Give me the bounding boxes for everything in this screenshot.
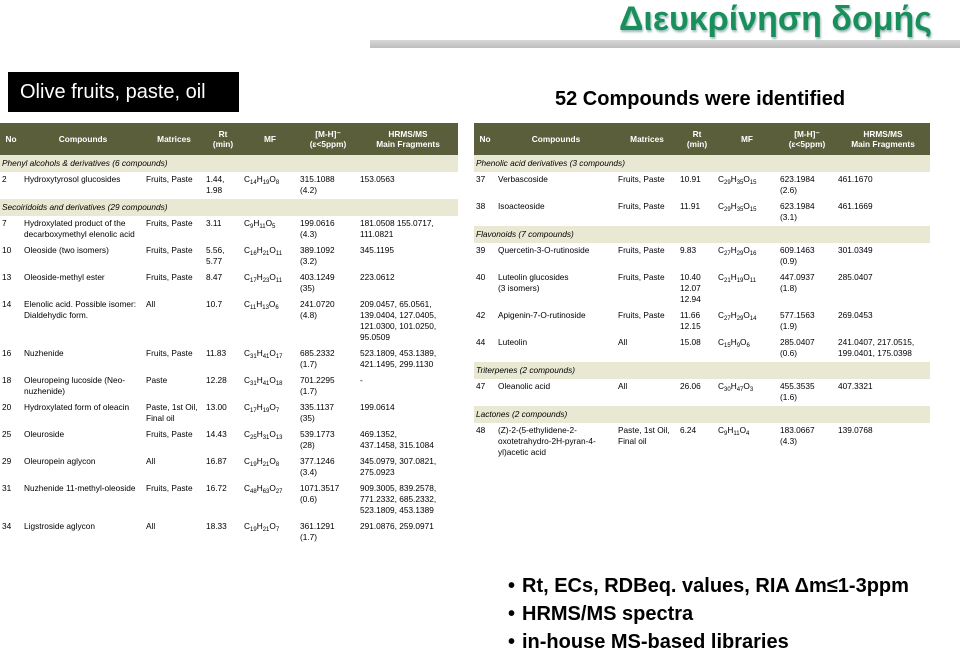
cell-matrices: Fruits, Paste: [618, 245, 665, 255]
table-row: [0, 519, 458, 546]
cell-matrices: Fruits, Paste: [146, 174, 193, 184]
cell-mh: 241.0720 (4.8): [300, 299, 335, 320]
table-row: [474, 243, 930, 270]
cell-rt: 10.91: [680, 174, 701, 184]
table-row: [0, 216, 458, 243]
cell-frag: 139.0768: [838, 425, 873, 435]
column-header-mf: MF: [242, 123, 298, 155]
cell-rt: 10.40 12.07 12.94: [680, 272, 701, 304]
cell-no: 18: [2, 375, 12, 385]
cell-compound: Luteolin: [498, 337, 528, 347]
cell-frag: 209.0457, 65.0561, 139.0404, 127.0405, 121.0300, 101.0250, 95.0509: [360, 299, 437, 342]
table-group-row: [474, 406, 930, 423]
table-row: [0, 427, 458, 454]
table-group-row: [474, 155, 930, 172]
table-row: [0, 481, 458, 519]
cell-no: 16: [2, 348, 12, 358]
column-header-matrices: Matrices: [616, 123, 678, 155]
compounds-headline: 52 Compounds were identified: [555, 88, 846, 110]
cell-frag: 199.0614: [360, 402, 395, 412]
cell-frag: 461.1669: [838, 201, 873, 211]
cell-compound: Oleuroside: [24, 429, 65, 439]
table-group-row: [0, 199, 458, 216]
column-header-mh: [M-H]⁻ (ε<5ppm): [778, 123, 836, 155]
cell-mh: 455.3535 (1.6): [780, 381, 815, 402]
table-row: [0, 297, 458, 346]
cell-mh: 389.1092 (3.2): [300, 245, 335, 266]
table-row: [474, 199, 930, 226]
cell-no: 37: [476, 174, 486, 184]
table-row: [474, 308, 930, 335]
table-group-row: [0, 155, 458, 172]
cell-mf: $C_{27}H_{29}O_{16}$: [718, 245, 757, 257]
cell-mh: 701.2295 (1.7): [300, 375, 335, 396]
cell-matrices: Fruits, Paste: [146, 245, 193, 255]
group-label: Phenyl alcohols & derivatives (6 compounds): [0, 155, 458, 172]
cell-rt: 18.33: [206, 521, 227, 531]
column-header-rt: Rt (min): [678, 123, 716, 155]
cell-rt: 11.66 12.15: [680, 310, 701, 331]
cell-matrices: Paste, 1st Oil, Final oil: [618, 425, 670, 446]
cell-no: 44: [476, 337, 486, 347]
table-row: [0, 454, 458, 481]
cell-compound: Verbascoside: [498, 174, 548, 184]
cell-mh: 623.1984 (3.1): [780, 201, 815, 222]
cell-mh: 623.1984 (2.6): [780, 174, 815, 195]
cell-mf: $C_{31}H_{41}O_{18}$: [244, 375, 283, 387]
group-label: Secoiridoids and derivatives (29 compounds): [0, 199, 458, 216]
column-header-compounds: Compounds: [22, 123, 144, 155]
cell-no: 39: [476, 245, 486, 255]
cell-mf: $C_{14}H_{19}O_8$: [244, 174, 280, 186]
cell-rt: 10.7: [206, 299, 223, 309]
table-header-row: [0, 123, 458, 155]
cell-mh: 361.1291 (1.7): [300, 521, 335, 542]
cell-no: 10: [2, 245, 12, 255]
table-group-row: [474, 226, 930, 243]
cell-matrices: Paste: [146, 375, 168, 385]
cell-no: 25: [2, 429, 12, 439]
table-header-row: [474, 123, 930, 155]
cell-frag: 301.0349: [838, 245, 873, 255]
cell-no: 34: [2, 521, 12, 531]
cell-mf: $C_{17}H_{23}O_{11}$: [244, 272, 283, 284]
cell-rt: 6.24: [680, 425, 697, 435]
group-label: Triterpenes (2 compounds): [474, 362, 930, 379]
column-header-no: No: [474, 123, 496, 155]
cell-rt: 16.87: [206, 456, 227, 466]
cell-rt: 15.08: [680, 337, 701, 347]
cell-frag: 181.0508 155.0717, 111.0821: [360, 218, 434, 239]
column-header-matrices: Matrices: [144, 123, 204, 155]
cell-matrices: Fruits, Paste: [618, 272, 665, 282]
cell-frag: 223.0612: [360, 272, 395, 282]
column-header-frag: HRMS/MS Main Fragments: [358, 123, 458, 155]
table-group-row: [474, 362, 930, 379]
cell-no: 13: [2, 272, 12, 282]
cell-compound: Hydroxylated product of the decarboxymethyl elenolic acid: [24, 218, 135, 239]
cell-compound: Oleuropeing lucoside (Neo-nuzhenide): [24, 375, 126, 396]
cell-mh: 377.1246 (3.4): [300, 456, 335, 477]
cell-frag: 269.0453: [838, 310, 873, 320]
column-header-no: No: [0, 123, 22, 155]
cell-matrices: Paste, 1st Oil, Final oil: [146, 402, 198, 423]
cell-mh: 447.0937 (1.8): [780, 272, 815, 293]
group-label: Phenolic acid derivatives (3 compounds): [474, 155, 930, 172]
cell-mf: $C_{21}H_{19}O_{11}$: [718, 272, 757, 284]
table-row: [474, 270, 930, 308]
cell-matrices: Fruits, Paste: [146, 218, 193, 228]
cell-matrices: Fruits, Paste: [146, 348, 193, 358]
cell-compound: Oleoside (two isomers): [24, 245, 109, 255]
cell-mh: 577.1563 (1.9): [780, 310, 815, 331]
cell-mf: $C_9H_{11}O_5$: [244, 218, 276, 230]
cell-mf: $C_{29}H_{35}O_{15}$: [718, 174, 757, 186]
cell-no: 14: [2, 299, 12, 309]
cell-compound: Hydroxylated form of oleacin: [24, 402, 130, 412]
column-header-frag: HRMS/MS Main Fragments: [836, 123, 930, 155]
cell-mf: $C_{17}H_{19}O_7$: [244, 402, 280, 414]
cell-frag: 345.1195: [360, 245, 394, 255]
source-label: Olive fruits, paste, oil: [8, 72, 239, 112]
cell-frag: 241.0407, 217.0515, 199.0401, 175.0398: [838, 337, 915, 358]
cell-frag: 523.1809, 453.1389, 421.1495, 299.1130: [360, 348, 437, 369]
cell-mf: $C_{31}H_{41}O_{17}$: [244, 348, 283, 360]
slide-title: Διευκρίνηση δομής: [618, 0, 932, 38]
cell-mf: $C_{27}H_{29}O_{14}$: [718, 310, 757, 322]
cell-matrices: All: [618, 337, 628, 347]
title-underline: [370, 40, 960, 48]
group-label: Lactones (2 compounds): [474, 406, 930, 423]
bullet-item: • HRMS/MS spectra: [508, 600, 909, 628]
table-row: [0, 270, 458, 297]
table-row: [0, 373, 458, 400]
cell-no: 38: [476, 201, 486, 211]
column-header-rt: Rt (min): [204, 123, 242, 155]
bullet-item: • in-house MS-based libraries: [508, 628, 909, 656]
cell-rt: 14.43: [206, 429, 227, 439]
cell-no: 47: [476, 381, 486, 391]
cell-compound: Quercetin-3-O-rutinoside: [498, 245, 590, 255]
cell-matrices: Fruits, Paste: [618, 310, 665, 320]
cell-rt: 13.00: [206, 402, 227, 412]
table-row: [474, 379, 930, 406]
cell-no: 42: [476, 310, 486, 320]
compound-table-left: [0, 123, 458, 546]
cell-frag: 285.0407: [838, 272, 873, 282]
cell-mh: 539.1773 (28): [300, 429, 335, 450]
cell-mh: 183.0667 (4.3): [780, 425, 815, 446]
cell-matrices: All: [618, 381, 628, 391]
cell-mh: 609.1463 (0.9): [780, 245, 815, 266]
cell-compound: Isoacteoside: [498, 201, 545, 211]
cell-compound: Hydroxytyrosol glucosides: [24, 174, 121, 184]
cell-rt: 26.06: [680, 381, 701, 391]
cell-mf: $C_{19}H_{21}O_8$: [244, 456, 280, 468]
table-row: [0, 243, 458, 270]
cell-matrices: Fruits, Paste: [618, 174, 665, 184]
cell-rt: 16.72: [206, 483, 227, 493]
cell-frag: 153.0563: [360, 174, 395, 184]
cell-matrices: Fruits, Paste: [618, 201, 665, 211]
cell-no: 2: [2, 174, 7, 184]
cell-rt: 5.56, 5.77: [206, 245, 225, 266]
cell-compound: Elenolic acid. Possible isomer: Dialdehydic form.: [24, 299, 137, 320]
cell-mf: $C_{15}H_9O_6$: [718, 337, 750, 349]
column-header-mh: [M-H]⁻ (ε<5ppm): [298, 123, 358, 155]
table-row: [474, 423, 930, 461]
cell-no: 48: [476, 425, 486, 435]
column-header-compounds: Compounds: [496, 123, 616, 155]
bullet-item: • Rt, ECs, RDBeq. values, RIA Δm≤1-3ppm: [508, 572, 909, 600]
cell-mh: 403.1249 (35): [300, 272, 335, 293]
cell-frag: 291.0876, 259.0971: [360, 521, 434, 531]
cell-compound: Ligstroside aglycon: [24, 521, 96, 531]
cell-mh: 685.2332 (1.7): [300, 348, 335, 369]
cell-frag: 909.3005, 839.2578, 771.2332, 685.2332, 523.1809, 453.1389: [360, 483, 437, 515]
cell-compound: Oleuropein aglycon: [24, 456, 96, 466]
cell-matrices: Fruits, Paste: [146, 429, 193, 439]
cell-mf: $C_{30}H_{47}O_3$: [718, 381, 754, 393]
cell-no: 7: [2, 218, 7, 228]
cell-rt: 11.91: [680, 201, 701, 211]
cell-rt: 1.44, 1.98: [206, 174, 225, 195]
cell-matrices: All: [146, 456, 156, 466]
cell-rt: 9.83: [680, 245, 697, 255]
cell-no: 20: [2, 402, 12, 412]
cell-rt: 3.11: [206, 218, 222, 228]
table-row: [474, 335, 930, 362]
cell-mf: $C_{48}H_{63}O_{27}$: [244, 483, 283, 495]
cell-mh: 1071.3517 (0.6): [300, 483, 340, 504]
cell-matrices: All: [146, 299, 156, 309]
cell-frag: 461.1670: [838, 174, 873, 184]
cell-matrices: All: [146, 521, 156, 531]
cell-compound: Nuzhenide 11-methyl-oleoside: [24, 483, 136, 493]
cell-no: 31: [2, 483, 12, 493]
cell-rt: 11.83: [206, 348, 227, 358]
cell-mf: $C_{29}H_{35}O_{15}$: [718, 201, 757, 213]
cell-frag: 407.3321: [838, 381, 873, 391]
cell-frag: 345.0979, 307.0821, 275.0923: [360, 456, 437, 477]
cell-mh: 315.1088 (4.2): [300, 174, 335, 195]
slide-title-bar: [370, 0, 960, 50]
cell-compound: (Z)-2-(5-ethylidene-2-oxotetrahydro-2H-pyran-4-yl)acetic acid: [498, 425, 596, 457]
cell-mh: 285.0407 (0.6): [780, 337, 815, 358]
table-row: [0, 346, 458, 373]
cell-compound: Oleoside-methyl ester: [24, 272, 105, 282]
cell-matrices: Fruits, Paste: [146, 483, 193, 493]
cell-mf: $C_{25}H_{31}O_{13}$: [244, 429, 283, 441]
cell-mh: 199.0616 (4.3): [300, 218, 335, 239]
cell-no: 40: [476, 272, 486, 282]
cell-mf: $C_9H_{11}O_4$: [718, 425, 750, 437]
method-bullets: [508, 572, 909, 656]
cell-compound: Nuzhenide: [24, 348, 64, 358]
compound-table-right: [474, 123, 930, 461]
cell-rt: 8.47: [206, 272, 223, 282]
cell-mh: 335.1137 (35): [300, 402, 334, 423]
cell-frag: 469.1352, 437.1458, 315.1084: [360, 429, 434, 450]
cell-compound: Oleanolic acid: [498, 381, 551, 391]
cell-mf: $C_{19}H_{21}O_7$: [244, 521, 280, 533]
cell-mf: $C_{16}H_{21}O_{11}$: [244, 245, 283, 257]
column-header-mf: MF: [716, 123, 778, 155]
cell-rt: 12.28: [206, 375, 227, 385]
cell-compound: Luteolin glucosides (3 isomers): [498, 272, 569, 293]
table-row: [0, 172, 458, 199]
group-label: Flavonoids (7 compounds): [474, 226, 930, 243]
table-row: [474, 172, 930, 199]
table-row: [0, 400, 458, 427]
cell-mf: $C_{11}H_{13}O_6$: [244, 299, 279, 311]
cell-compound: Apigenin-7-O-rutinoside: [498, 310, 586, 320]
cell-no: 29: [2, 456, 12, 466]
cell-matrices: Fruits, Paste: [146, 272, 193, 282]
cell-frag: -: [360, 375, 363, 385]
